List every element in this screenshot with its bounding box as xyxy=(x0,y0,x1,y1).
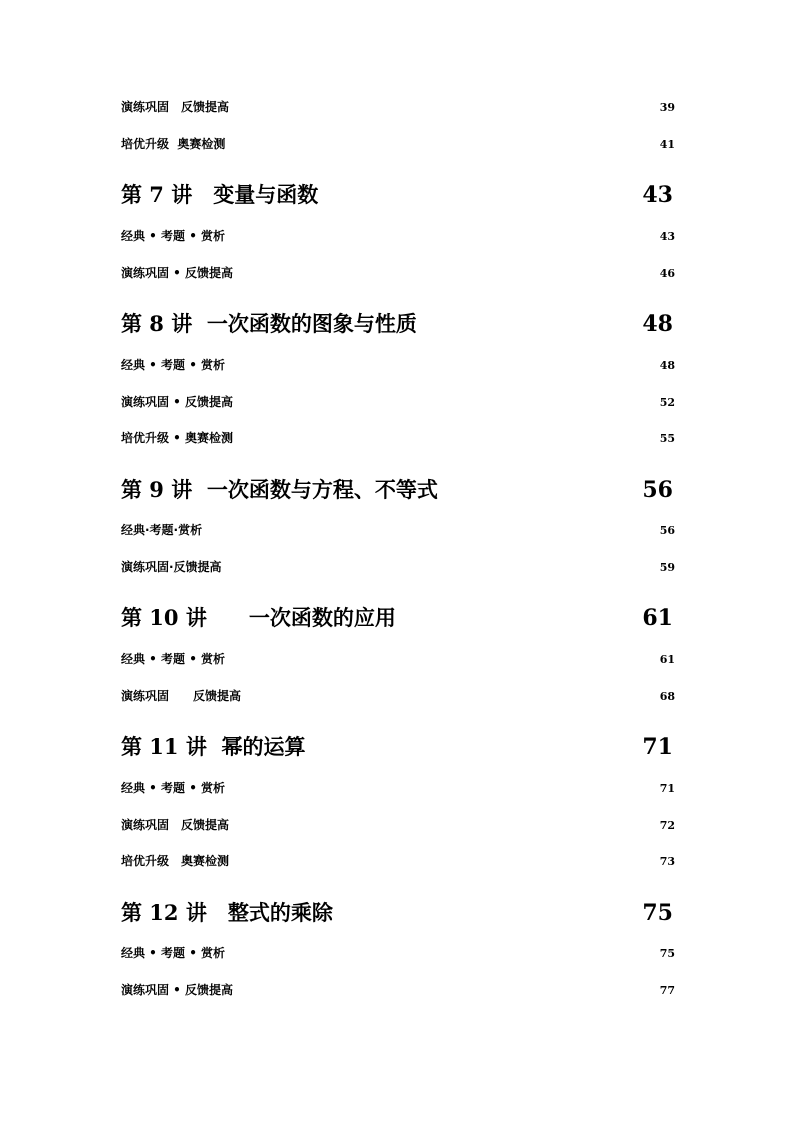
toc-chapter-title: 第 11 讲 幂的运算 xyxy=(121,734,306,759)
toc-entry[interactable] xyxy=(121,687,675,704)
toc-entry[interactable] xyxy=(121,429,675,446)
toc-entry[interactable] xyxy=(121,779,675,796)
toc-entry-title: 演练巩固 • 反馈提高 xyxy=(121,395,234,409)
toc-entry-title: 演练巩固 反馈提高 xyxy=(121,818,230,832)
toc-entry-page: 46 xyxy=(659,267,675,280)
toc-chapter-page: 71 xyxy=(642,734,673,760)
toc-chapter-heading[interactable] xyxy=(121,308,675,338)
toc-chapter-page: 61 xyxy=(642,605,673,631)
toc-entry-page: 48 xyxy=(659,359,675,372)
toc-entry[interactable] xyxy=(121,558,675,575)
toc-chapter-heading[interactable] xyxy=(121,602,675,632)
toc-chapter-title: 第 8 讲 一次函数的图象与性质 xyxy=(121,311,417,336)
toc-entry-page: 77 xyxy=(659,984,675,997)
toc-entry-page: 39 xyxy=(659,101,675,114)
toc-entry-title: 经典 • 考题 • 赏析 xyxy=(121,946,226,960)
toc-chapter-heading[interactable] xyxy=(121,731,675,761)
toc-chapter-title: 第 12 讲 整式的乘除 xyxy=(121,900,333,925)
toc-entry[interactable] xyxy=(121,650,675,667)
toc-entry-page: 56 xyxy=(659,524,675,537)
toc-chapter-page: 56 xyxy=(642,477,673,503)
toc-chapter-heading[interactable] xyxy=(121,179,675,209)
toc-chapter-title: 第 9 讲 一次函数与方程、不等式 xyxy=(121,477,438,502)
toc-entry-title: 经典 • 考题 • 赏析 xyxy=(121,652,226,666)
toc-entry[interactable] xyxy=(121,98,675,115)
toc-entry-page: 61 xyxy=(659,653,675,666)
toc-entry-title: 经典 • 考题 • 赏析 xyxy=(121,358,226,372)
toc-entry[interactable] xyxy=(121,944,675,961)
toc-entry-page: 71 xyxy=(659,782,675,795)
toc-chapter-title: 第 7 讲 变量与函数 xyxy=(121,182,319,207)
toc-entry-title: 演练巩固 反馈提高 xyxy=(121,689,242,703)
toc-chapter-heading[interactable] xyxy=(121,474,675,504)
toc-entry-title: 培优升级 奥赛检测 xyxy=(121,137,226,151)
toc-entry-title: 经典 • 考题 • 赏析 xyxy=(121,229,226,243)
toc-entry-page: 73 xyxy=(659,855,675,868)
toc-entry-title: 经典 • 考题 • 赏析 xyxy=(121,781,226,795)
toc-entry[interactable] xyxy=(121,264,675,281)
toc-entry-title: 培优升级 • 奥赛检测 xyxy=(121,431,234,445)
toc-entry-title: 演练巩固·反馈提高 xyxy=(121,560,222,574)
toc-entry-title: 演练巩固 • 反馈提高 xyxy=(121,983,234,997)
toc-entry[interactable] xyxy=(121,521,675,538)
toc-chapter-title: 第 10 讲 一次函数的应用 xyxy=(121,605,396,630)
toc-entry-title: 经典·考题·赏析 xyxy=(121,523,203,537)
toc-entry-title: 培优升级 奥赛检测 xyxy=(121,854,230,868)
toc-entry[interactable] xyxy=(121,356,675,373)
toc-entry-page: 75 xyxy=(659,947,675,960)
toc-entry[interactable] xyxy=(121,393,675,410)
toc-entry[interactable] xyxy=(121,227,675,244)
toc-entry-page: 52 xyxy=(659,396,675,409)
toc-entry-title: 演练巩固 反馈提高 xyxy=(121,100,230,114)
toc-chapter-page: 43 xyxy=(642,182,673,208)
toc-chapter-heading[interactable] xyxy=(121,897,675,927)
toc-entry-page: 43 xyxy=(659,230,675,243)
toc-chapter-page: 75 xyxy=(642,900,673,926)
toc-chapter-page: 48 xyxy=(642,311,673,337)
toc-entry[interactable] xyxy=(121,135,675,152)
toc-entry-title: 演练巩固 • 反馈提高 xyxy=(121,266,234,280)
toc-entry-page: 68 xyxy=(659,690,675,703)
toc-entry-page: 55 xyxy=(659,432,675,445)
toc-entry[interactable] xyxy=(121,816,675,833)
toc-entry[interactable] xyxy=(121,852,675,869)
toc-entry-page: 41 xyxy=(659,138,675,151)
toc-entry[interactable] xyxy=(121,981,675,998)
toc-entry-page: 72 xyxy=(659,819,675,832)
toc-entry-page: 59 xyxy=(659,561,675,574)
